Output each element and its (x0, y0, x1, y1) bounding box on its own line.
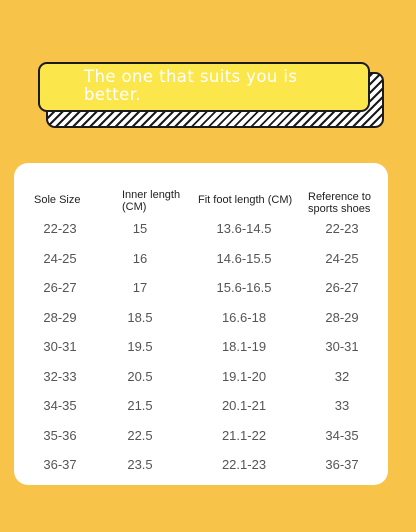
table-cell: 30-31 (325, 339, 359, 354)
table-row (14, 457, 388, 477)
table-cell: 34-35 (43, 398, 77, 413)
table-cell: 24-25 (325, 250, 359, 266)
table-cell: 28-29 (325, 309, 359, 325)
table-row (14, 428, 388, 448)
table-cell: 19.1-20 (221, 368, 267, 384)
table-cell: 20.5 (127, 368, 153, 384)
table-cell: 16 (132, 250, 148, 266)
header-inner-length: Inner length (CM) (122, 189, 181, 213)
table-cell: 16.6-18 (221, 309, 267, 325)
table-cell: 20.1-21 (221, 398, 267, 413)
table-row (14, 369, 388, 389)
table-cell: 35-36 (43, 427, 77, 443)
table-cell: 26-27 (325, 280, 359, 295)
table-cell: 32-33 (43, 368, 77, 384)
table-cell: 18.1-19 (221, 339, 267, 354)
banner-text: The one that suits you is better. (84, 67, 298, 104)
header-sports-shoes: Reference to sports shoes (308, 191, 371, 215)
table-cell: 33 (334, 398, 350, 413)
banner-plate (38, 62, 370, 112)
table-cell: 13.6-14.5 (216, 221, 272, 236)
table-cell: 15.6-16.5 (216, 280, 272, 295)
table-cell: 26-27 (43, 280, 77, 295)
header-sole-size: Sole Size (34, 194, 81, 206)
table-cell: 23.5 (127, 457, 153, 472)
table-cell: 18.5 (127, 309, 153, 325)
table-cell: 30-31 (43, 339, 77, 354)
table-cell: 22.5 (127, 427, 153, 443)
table-row (14, 280, 388, 300)
table-cell: 14.6-15.5 (216, 250, 272, 266)
table-row (14, 221, 388, 241)
table-cell: 24-25 (43, 250, 77, 266)
table-cell: 28-29 (43, 309, 77, 325)
table-cell: 21.5 (127, 398, 153, 413)
table-cell: 22-23 (325, 221, 359, 236)
table-cell: 32 (334, 368, 350, 384)
table-row (14, 251, 388, 271)
table-cell: 17 (132, 280, 148, 295)
table-cell: 34-35 (325, 427, 359, 443)
header-fit-foot-length: Fit foot length (CM) (198, 194, 293, 206)
table-cell: 36-37 (43, 457, 77, 472)
table-cell: 21.1-22 (221, 427, 267, 443)
table-cell: 22-23 (43, 221, 77, 236)
table-row (14, 310, 388, 330)
table-cell: 19.5 (127, 339, 153, 354)
title-banner (38, 62, 382, 128)
table-row (14, 339, 388, 359)
table-cell: 36-37 (325, 457, 359, 472)
size-chart-card (14, 163, 388, 485)
table-cell: 15 (132, 221, 148, 236)
table-row (14, 398, 388, 418)
table-cell: 22.1-23 (221, 457, 267, 472)
